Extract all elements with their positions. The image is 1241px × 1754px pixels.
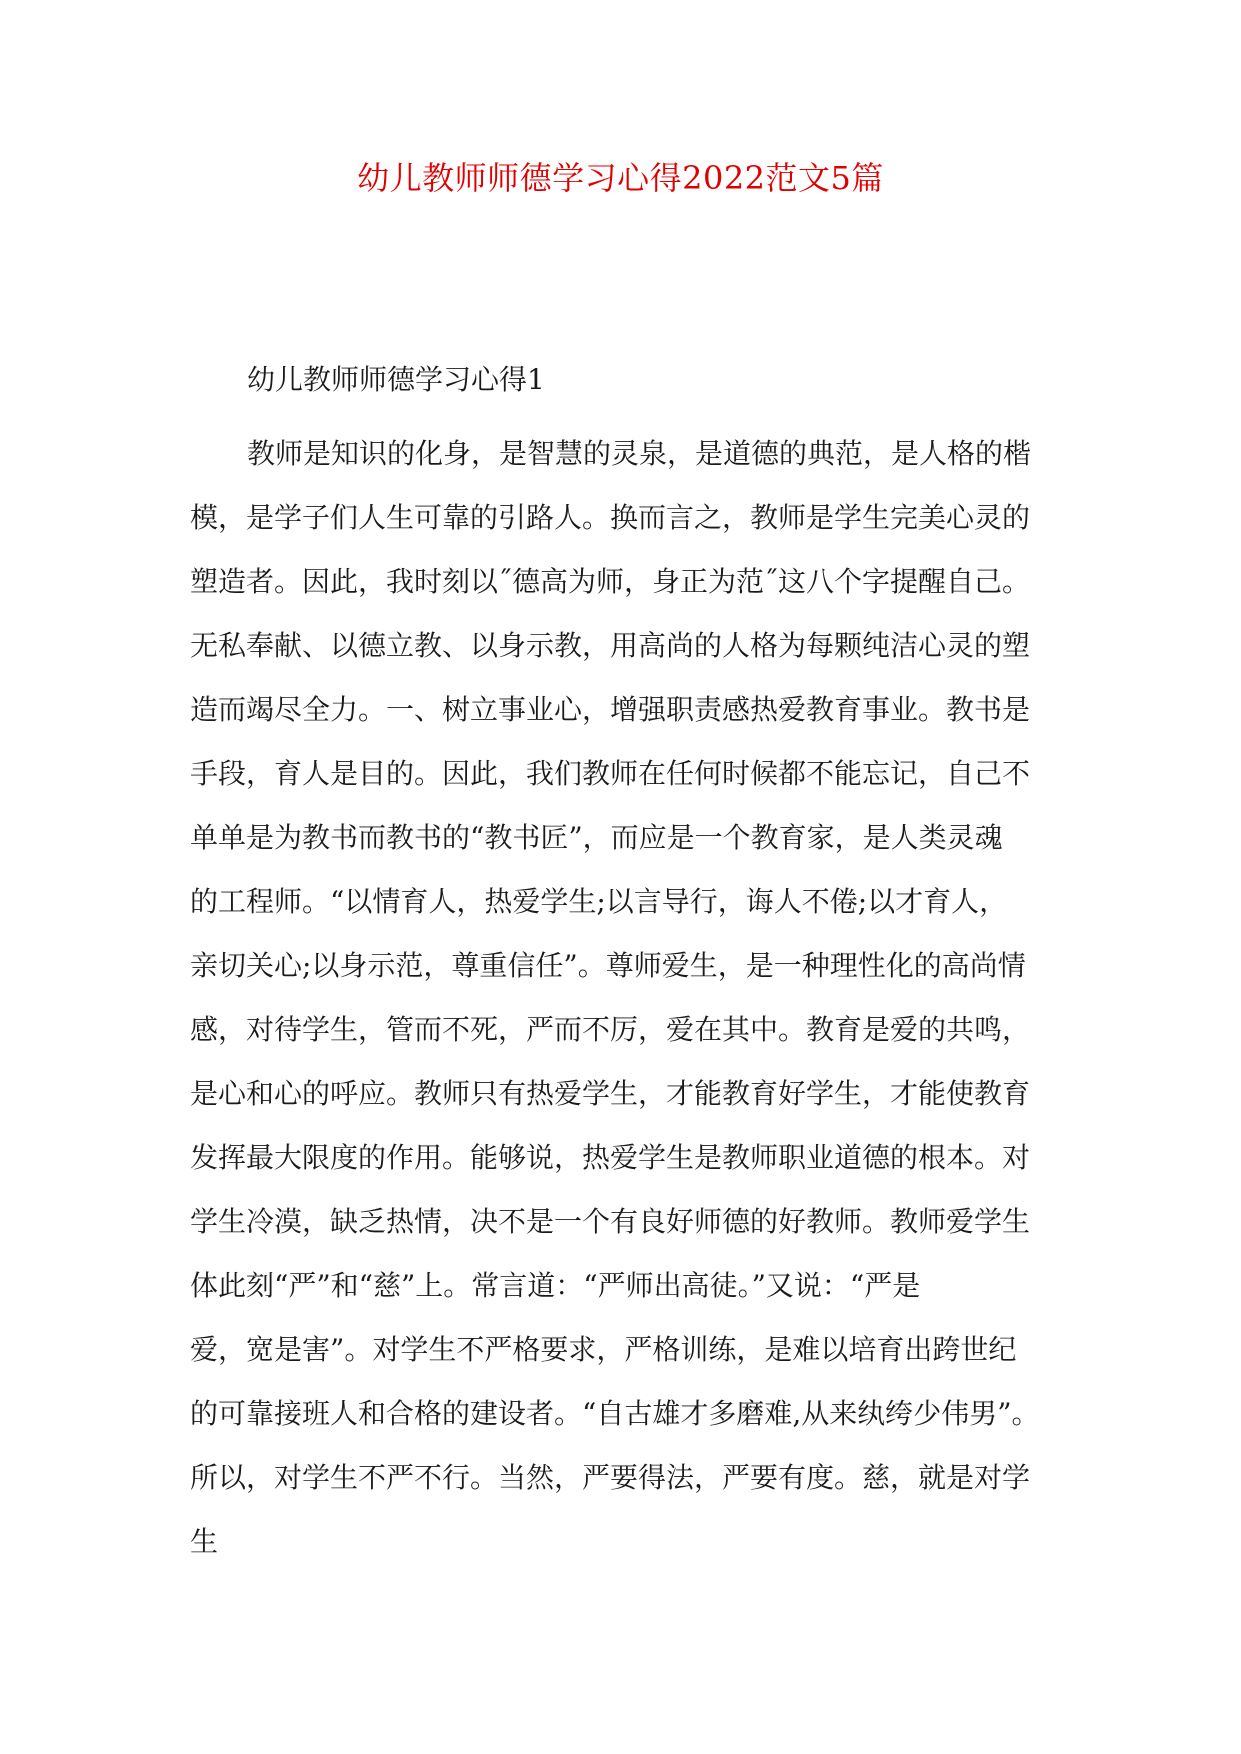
- paragraph-line: 教师是知识的化身，是智慧的灵泉，是道德的典范，是人格的楷: [247, 437, 1032, 470]
- paragraph-line: 体此刻“严”和“慈”上。常言道：“严师出高徒。”又说：“严是: [190, 1269, 921, 1302]
- paragraph-line: 手段，育人是目的。因此，我们教师在任何时候都不能忘记，自己不: [190, 757, 1031, 790]
- paragraph-line: 爱，宽是害”。对学生不严格要求，严格训练，是难以培育出跨世纪: [190, 1333, 1017, 1366]
- paragraph-line: 模，是学子们人生可靠的引路人。换而言之，教师是学生完美心灵的: [190, 501, 1031, 534]
- document-title: 幼儿教师师德学习心得2022范文5篇: [357, 159, 884, 197]
- paragraph-line: 无私奉献、以德立教、以身示教，用高尚的人格为每颗纯洁心灵的塑: [190, 629, 1031, 662]
- paragraph-line: 塑造者。因此，我时刻以˝德高为师，身正为范˝这八个字提醒自己。: [190, 565, 1031, 598]
- paragraph-line: 学生冷漠，缺乏热情，决不是一个有良好师德的好教师。教师爱学生: [190, 1205, 1031, 1238]
- paragraph-line: 是心和心的呼应。教师只有热爱学生，才能教育好学生，才能使教育: [190, 1077, 1031, 1110]
- section-heading: 幼儿教师师德学习心得1: [247, 363, 545, 396]
- paragraph-line: 亲切关心;以身示范，尊重信任”。尊师爱生，是一种理性化的高尚情: [190, 949, 1026, 982]
- paragraph-line: 生: [190, 1525, 219, 1558]
- body-paragraph: [190, 422, 1050, 1574]
- paragraph-line: 感，对待学生，管而不死，严而不厉，爱在其中。教育是爱的共鸣，: [190, 1013, 1031, 1046]
- paragraph-line: 造而竭尽全力。一、树立事业心，增强职责感热爱教育事业。教书是: [190, 693, 1031, 726]
- paragraph-line: 的工程师。“以情育人，热爱学生;以言导行，诲人不倦;以才育人，: [190, 885, 1008, 918]
- paragraph-line: 的可靠接班人和合格的建设者。“自古雄才多磨难,从来纨绔少伟男”。: [190, 1397, 1040, 1430]
- paragraph-line: 发挥最大限度的作用。能够说，热爱学生是教师职业道德的根本。对: [190, 1141, 1031, 1174]
- paragraph-line: 所以，对学生不严不行。当然，严要得法，严要有度。慈，就是对学: [190, 1461, 1031, 1494]
- paragraph-line: 单单是为教书而教书的“教书匠”，而应是一个教育家，是人类灵魂: [190, 821, 1003, 854]
